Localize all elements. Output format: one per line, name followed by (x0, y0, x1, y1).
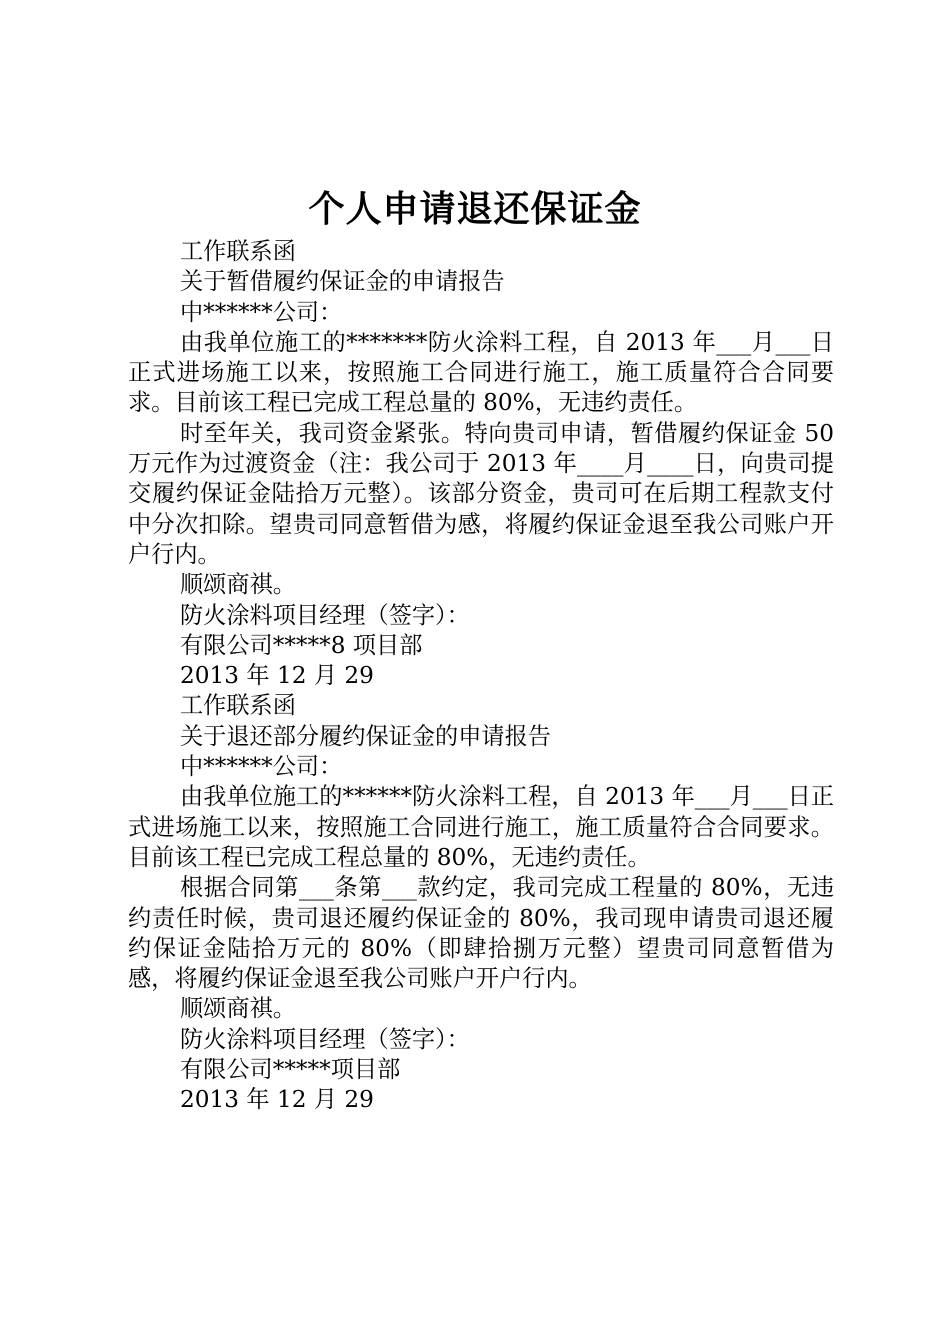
letter-2-addressee: 中******公司： (180, 753, 343, 781)
letter-1-date: 2013 年 12 月 29 (180, 662, 374, 690)
letter-1-paragraph-2: 时至年关，我司资金紧张。特向贵司申请，暂借履约保证金 50 万元作为过渡资金（注：我公司于 2013 年____月____日，向贵司提交履约保证金陆拾万元整）。该部分资金，贵司可在后期工程款支付中分次扣除。望贵司同意暂借为感，将履约保证金退至我公司账户开户行内。 (128, 419, 834, 568)
letter-2-company: 有限公司*****项目部 (180, 1056, 401, 1084)
letter-1-addressee: 中******公司： (180, 298, 343, 326)
letter-2-heading: 工作联系函 (180, 692, 296, 720)
document-body (128, 237, 834, 1116)
letter-1-paragraph-1: 由我单位施工的*******防火涂料工程，自 2013 年___月___日正式进场施工以来，按照施工合同进行施工，施工质量符合合同要求。目前该工程已完成工程总量的 80%，无违约责任。 (128, 328, 834, 417)
letter-2 (128, 691, 834, 1115)
letter-1-signature: 防火涂料项目经理（签字）： (180, 601, 470, 629)
letter-2-paragraph-1: 由我单位施工的******防火涂料工程，自 2013 年___月___日正式进场施工以来，按照施工合同进行施工，施工质量符合合同要求。目前该工程已完成工程总量的 80%，无违约责任。 (128, 783, 834, 871)
letter-1 (128, 237, 834, 691)
letter-2-closing: 顺颂商祺。 (180, 995, 296, 1023)
document-title: 个人申请退还保证金 (308, 188, 642, 230)
letter-1-subject: 关于暂借履约保证金的申请报告 (180, 268, 505, 296)
letter-2-subject: 关于退还部分履约保证金的申请报告 (180, 722, 551, 750)
letter-1-heading: 工作联系函 (180, 238, 296, 265)
letter-1-company: 有限公司*****8 项目部 (180, 631, 423, 659)
letter-2-date: 2013 年 12 月 29 (180, 1086, 374, 1114)
letter-1-closing: 顺颂商祺。 (180, 571, 296, 599)
letter-2-paragraph-2: 根据合同第___条第___款约定，我司完成工程量的 80%，无违约责任时候，贵司退还履约保证金的 80%，我司现申请贵司退还履约保证金陆拾万元的 80%（即肆拾捌万元整）望贵司同意暂借为感，将履约保证金退至我公司账户开户行内。 (128, 874, 834, 993)
letter-2-signature: 防火涂料项目经理（签字）： (180, 1025, 470, 1053)
